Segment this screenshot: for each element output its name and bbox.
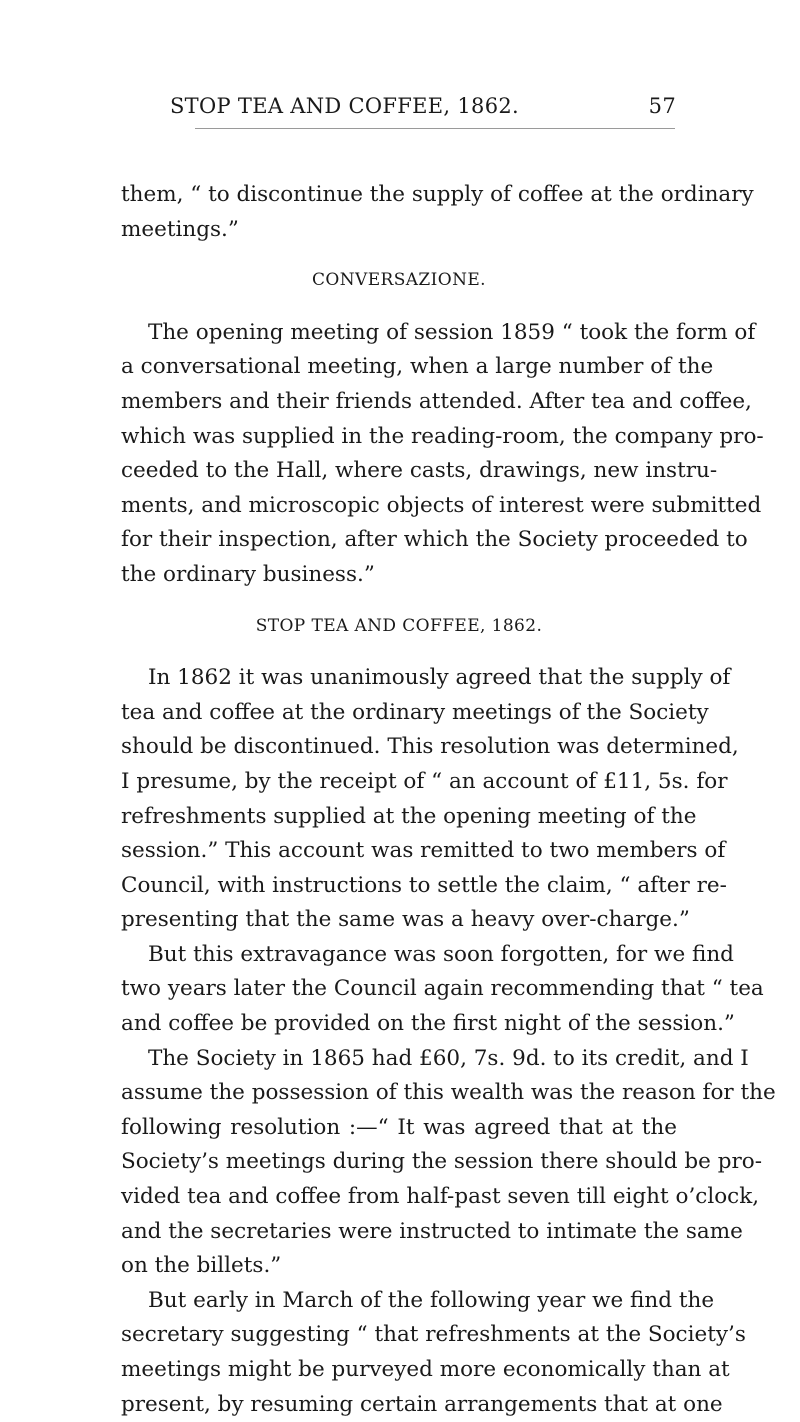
text-line: on the billets.” [121, 1253, 282, 1279]
section-heading: STOP TEA AND COFFEE, 1862. [255, 615, 543, 636]
page-number: 57 [648, 94, 676, 118]
text-line: secretary suggesting “ that refreshments at the Society’s [121, 1322, 746, 1348]
text-line: members and their friends attended. After tea and coffee, [121, 388, 752, 414]
section-heading: CONVERSAZIONE. [312, 270, 486, 291]
text-line: In 1862 it was unanimously agreed that the supply of [148, 665, 731, 691]
text-line: two years later the Council again recommending that “ tea [121, 976, 764, 1002]
text-line: presenting that the same was a heavy over-charge.” [121, 907, 690, 933]
text-line: them, “ to discontinue the supply of coffee at the ordinary [121, 182, 754, 207]
text-line: But early in March of the following year we find the [148, 1287, 715, 1313]
text-line: present, by resuming certain arrangements that at one [121, 1391, 723, 1417]
text-line: which was supplied in the reading-room, the company pro- [121, 423, 764, 449]
text-line: The opening meeting of session 1859 “ took the form of [148, 319, 756, 345]
text-line: for their inspection, after which the Society proceeded to [121, 527, 748, 553]
text-line: the ordinary business.” [121, 561, 375, 587]
text-line: and coffee be provided on the first night of the session.” [121, 1011, 735, 1037]
text-line: a conversational meeting, when a large number of the [121, 354, 714, 380]
text-line: Society’s meetings during the session there should be pro- [121, 1149, 762, 1175]
text-line: and the secretaries were instructed to intimate the same [121, 1218, 743, 1244]
text-line: assume the possession of this wealth was the reason for the [121, 1080, 776, 1106]
text-line: tea and coffee at the ordinary meetings of the Society [121, 699, 709, 725]
text-line: I presume, by the receipt of “ an account of £11, 5s. for [121, 768, 728, 794]
text-line: But this extravagance was soon forgotten, for we find [148, 941, 734, 967]
header-rule [195, 128, 675, 129]
running-title: STOP TEA AND COFFEE, 1862. [170, 94, 519, 118]
text-line: following resolution :—“ It was agreed that at the [121, 1114, 677, 1140]
text-line: meetings.” [121, 216, 239, 242]
text-line: Council, with instructions to settle the claim, “ after re- [121, 872, 727, 898]
text-line: ments, and microscopic objects of interest were submitted [121, 492, 762, 518]
text-line: meetings might be purveyed more economically than at [121, 1357, 730, 1382]
text-line: should be discontinued. This resolution was determined, [121, 734, 739, 760]
text-line: vided tea and coffee from half-past seven till eight o’clock, [121, 1184, 760, 1210]
text-line: session.” This account was remitted to two members of [121, 838, 726, 864]
text-line: ceeded to the Hall, where casts, drawings, new instru- [121, 458, 718, 484]
text-line: refreshments supplied at the opening meeting of the [121, 803, 697, 829]
text-line: The Society in 1865 had £60, 7s. 9d. to its credit, and I [148, 1045, 749, 1071]
page-body [121, 178, 776, 1422]
